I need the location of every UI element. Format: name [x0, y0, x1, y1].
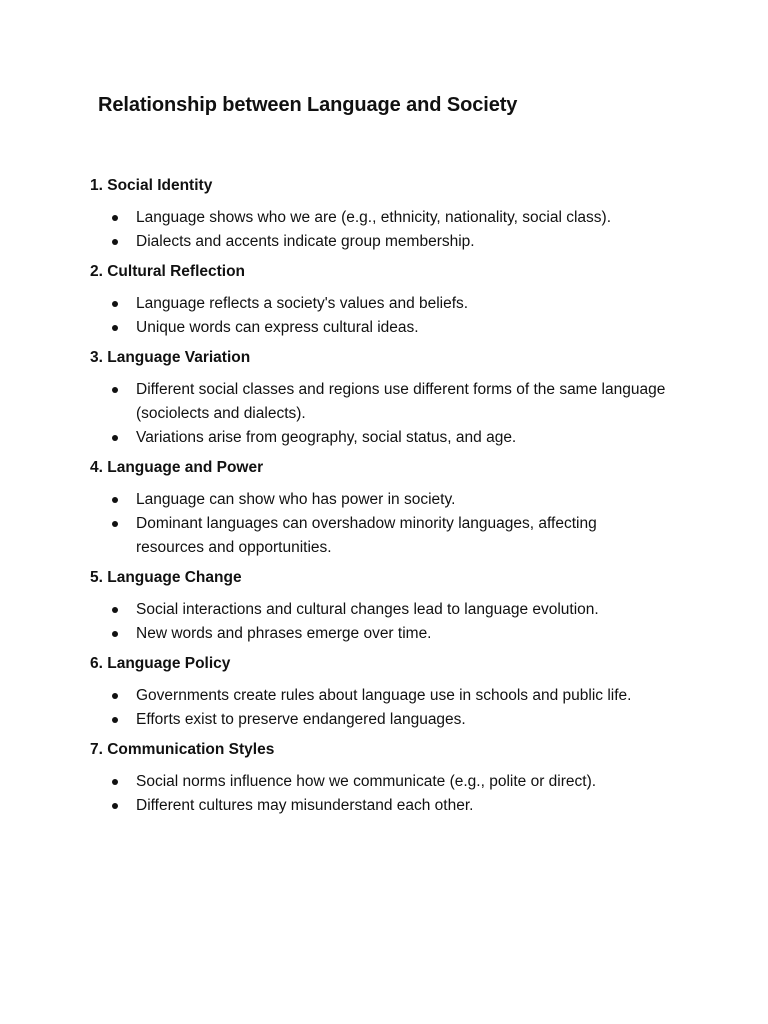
bullet-list	[90, 684, 690, 732]
bullet-list	[90, 206, 690, 254]
bullet-text: Social interactions and cultural changes lead to language evolution.	[136, 601, 599, 618]
bullet-item	[90, 206, 666, 230]
bullet-dot-icon	[112, 387, 118, 393]
bullet-item	[90, 230, 666, 254]
bullet-text: Variations arise from geography, social status, and age.	[136, 429, 517, 446]
bullet-text: Governments create rules about language use in schools and public life.	[136, 687, 632, 704]
section-heading: 4. Language and Power	[90, 459, 264, 476]
bullet-dot-icon	[112, 215, 118, 221]
section-heading: 5. Language Change	[90, 569, 242, 586]
bullet-text: Language shows who we are (e.g., ethnicity, nationality, social class).	[136, 209, 612, 226]
section-3	[90, 348, 690, 450]
bullet-item	[90, 426, 666, 450]
bullet-text: Unique words can express cultural ideas.	[136, 319, 419, 336]
section-heading: 2. Cultural Reflection	[90, 263, 246, 280]
bullet-text: Dialects and accents indicate group membership.	[136, 233, 475, 250]
section-list	[90, 176, 690, 826]
bullet-text: Social norms influence how we communicate (e.g., polite or direct).	[136, 773, 597, 790]
bullet-dot-icon	[112, 693, 118, 699]
bullet-item	[90, 794, 666, 818]
bullet-dot-icon	[112, 631, 118, 637]
bullet-dot-icon	[112, 301, 118, 307]
bullet-item	[90, 770, 666, 794]
bullet-list	[90, 598, 690, 646]
bullet-item	[90, 622, 666, 646]
bullet-dot-icon	[112, 497, 118, 503]
bullet-item	[90, 488, 666, 512]
bullet-dot-icon	[112, 803, 118, 809]
bullet-item	[90, 378, 666, 426]
bullet-dot-icon	[112, 717, 118, 723]
bullet-dot-icon	[112, 435, 118, 441]
section-4	[90, 458, 690, 560]
bullet-item	[90, 598, 666, 622]
section-2	[90, 262, 690, 340]
section-heading: 1. Social Identity	[90, 177, 213, 194]
section-heading: 7. Communication Styles	[90, 741, 275, 758]
bullet-text: Different social classes and regions use different forms of the same language (sociolects and dialects).	[136, 381, 666, 422]
bullet-text: Dominant languages can overshadow minority languages, affecting resources and opportunities.	[136, 515, 597, 556]
section-heading: 3. Language Variation	[90, 349, 251, 366]
bullet-item	[90, 684, 666, 708]
bullet-text: Language can show who has power in society.	[136, 491, 456, 508]
bullet-text: Language reflects a society's values and beliefs.	[136, 295, 469, 312]
bullet-text: New words and phrases emerge over time.	[136, 625, 432, 642]
bullet-text: Efforts exist to preserve endangered languages.	[136, 711, 466, 728]
section-7	[90, 740, 690, 818]
section-5	[90, 568, 690, 646]
bullet-list	[90, 488, 690, 560]
section-6	[90, 654, 690, 732]
bullet-dot-icon	[112, 521, 118, 527]
bullet-dot-icon	[112, 607, 118, 613]
bullet-list	[90, 770, 690, 818]
bullet-text: Different cultures may misunderstand each other.	[136, 797, 474, 814]
bullet-dot-icon	[112, 779, 118, 785]
document-title: Relationship between Language and Society	[98, 94, 518, 116]
bullet-list	[90, 292, 690, 340]
bullet-list	[90, 378, 690, 450]
bullet-dot-icon	[112, 239, 118, 245]
section-1	[90, 176, 690, 254]
section-heading: 6. Language Policy	[90, 655, 231, 672]
bullet-dot-icon	[112, 325, 118, 331]
bullet-item	[90, 708, 666, 732]
bullet-item	[90, 292, 666, 316]
bullet-item	[90, 316, 666, 340]
bullet-item	[90, 512, 666, 560]
